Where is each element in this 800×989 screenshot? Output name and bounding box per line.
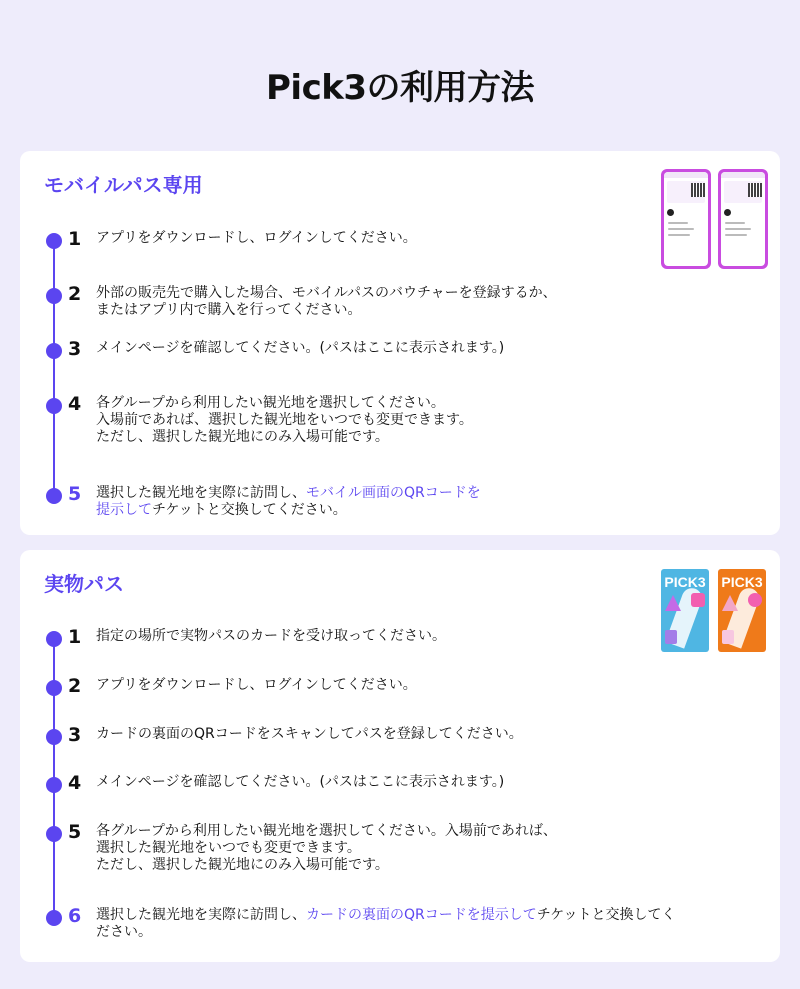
mobile-pass-screenshot-1: [661, 169, 711, 269]
step-dot: [46, 343, 62, 359]
step-dot: [46, 826, 62, 842]
step-dot: [46, 631, 62, 647]
step-number: 1: [68, 228, 82, 250]
step-text: アプリをダウンロードし、ログインしてください。: [96, 677, 417, 693]
mobile-steps-timeline: [53, 241, 55, 491]
step-number: 5: [68, 483, 82, 505]
step-dot: [46, 288, 62, 304]
step-dot: [46, 729, 62, 745]
step-number: 4: [68, 393, 82, 415]
step-number: 3: [68, 724, 82, 746]
step-number: 5: [68, 821, 82, 843]
step-text: 指定の場所で実物パスのカードを受け取ってください。: [96, 628, 446, 644]
pick3-card-orange: PICK3: [718, 569, 766, 652]
physical-pass-section: [20, 550, 780, 962]
physical-pass-heading: 実物パス: [44, 572, 124, 596]
step-number: 3: [68, 338, 82, 360]
step-dot: [46, 777, 62, 793]
step-text: 各グループから利用したい観光地を選択してください。入場前であれば、 選択した観光地をいつでも変更できます。 ただし、選択した観光地にのみ入場可能です。: [96, 823, 557, 873]
step-text: 各グループから利用したい観光地を選択してください。 入場前であれば、選択した観光地をいつでも変更できます。 ただし、選択した観光地にのみ入場可能です。: [96, 395, 473, 445]
mobile-pass-section: [20, 151, 780, 535]
step-text: メインページを確認してください。(パスはここに表示されます。): [96, 774, 505, 790]
step-dot: [46, 398, 62, 414]
step-dot: [46, 910, 62, 926]
step-number: 1: [68, 626, 82, 648]
pick3-card-blue: PICK3: [661, 569, 709, 652]
step-number: 6: [68, 905, 82, 927]
step-text: 選択した観光地を実際に訪問し、カードの裏面のQRコードを提示してチケットと交換してく ださい。: [96, 907, 676, 940]
mobile-pass-screenshot-2: [718, 169, 768, 269]
mobile-pass-heading: モバイルパス専用: [44, 173, 203, 197]
step-text: アプリをダウンロードし、ログインしてください。: [96, 230, 417, 246]
step-text: メインページを確認してください。(パスはここに表示されます。): [96, 340, 505, 356]
step-dot: [46, 488, 62, 504]
step-dot: [46, 233, 62, 249]
step-number: 2: [68, 283, 82, 305]
step-text: 選択した観光地を実際に訪問し、モバイル画面のQRコードを 提示してチケットと交換してください。: [96, 485, 481, 518]
page-title: Pick3の利用方法: [266, 68, 534, 108]
step-text: 外部の販売先で購入した場合、モバイルパスのバウチャーを登録するか、 またはアプリ内で購入を行ってください。: [96, 285, 557, 318]
step-number: 4: [68, 772, 82, 794]
step-number: 2: [68, 675, 82, 697]
step-text: カードの裏面のQRコードをスキャンしてパスを登録してください。: [96, 726, 523, 742]
step-dot: [46, 680, 62, 696]
